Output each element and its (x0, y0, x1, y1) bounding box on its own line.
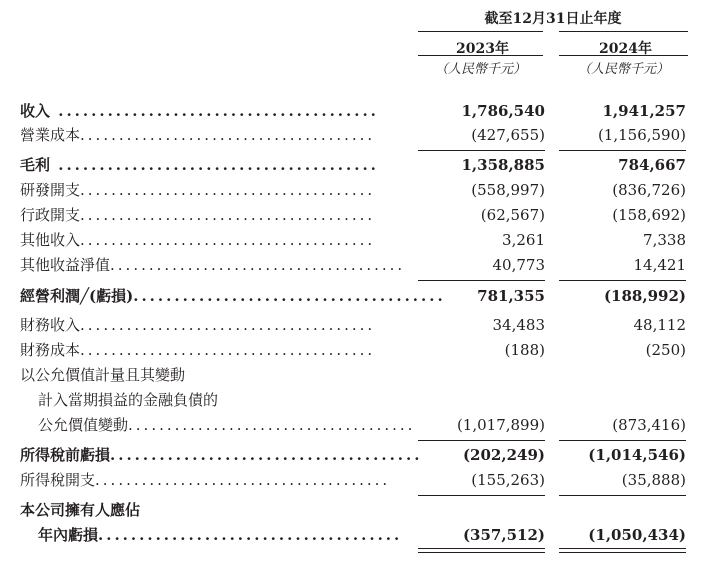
value-2024: 1,941,257 (602, 102, 686, 120)
row-label: 計入當期損益的金融負債的 (38, 391, 219, 409)
table-row (0, 498, 704, 522)
table-row (0, 203, 704, 227)
row-label: 經營利潤╱(虧損)...................................... (20, 287, 446, 305)
table-row (0, 468, 704, 492)
value-2024: 784,667 (618, 156, 686, 174)
subtotal-rule (559, 440, 686, 441)
row-label: 財務收入...................................... (20, 316, 376, 334)
year-header-2024: 2024年 (599, 41, 652, 57)
table-row (0, 338, 704, 362)
unit-2024: （人民幣千元） (577, 62, 669, 77)
row-label: 營業成本...................................... (20, 126, 376, 144)
table-row (0, 443, 704, 467)
value-2023: 1,786,540 (461, 102, 545, 120)
value-2023: (357,512) (462, 526, 545, 544)
value-2024: 7,338 (643, 231, 686, 249)
value-2023: 781,355 (477, 287, 545, 305)
row-label: 公允價值變動..................................... (38, 416, 416, 434)
value-2024: (836,726) (612, 181, 686, 199)
year-header-2023: 2023年 (456, 41, 509, 57)
subtotal-rule (559, 495, 686, 496)
row-label: 其他收入...................................... (20, 231, 376, 249)
period-header: 截至12月31日止年度 (484, 11, 622, 27)
row-label: 毛利 ....................................... (20, 156, 379, 174)
table-row (0, 284, 704, 308)
table-row (0, 153, 704, 177)
row-label: 財務成本...................................... (20, 341, 376, 359)
value-2024: (1,050,434) (588, 526, 686, 544)
value-2024: (1,014,546) (588, 446, 686, 464)
value-2023: (558,997) (471, 181, 545, 199)
row-label: 行政開支...................................... (20, 206, 376, 224)
total-double-rule (418, 548, 545, 553)
value-2023: (188) (504, 341, 545, 359)
header-rule-2023-b (418, 55, 543, 56)
row-label: 本公司擁有人應佔 (20, 501, 141, 519)
header-rule-2024-b (559, 55, 688, 56)
table-row (0, 313, 704, 337)
value-2023: 40,773 (492, 256, 545, 274)
value-2024: (873,416) (612, 416, 686, 434)
subtotal-rule (559, 150, 686, 151)
row-label: 其他收益淨值...................................... (20, 256, 406, 274)
table-row (0, 413, 704, 437)
subtotal-rule (418, 495, 545, 496)
subtotal-rule (559, 280, 686, 281)
table-row (0, 253, 704, 277)
subtotal-rule (418, 440, 545, 441)
value-2024: (158,692) (612, 206, 686, 224)
row-label: 收入 ....................................... (20, 102, 379, 120)
header-rule-2023 (418, 31, 543, 32)
value-2023: 3,261 (502, 231, 545, 249)
value-2024: (35,888) (621, 471, 686, 489)
table-row (0, 99, 704, 123)
table-row (0, 123, 704, 147)
value-2023: (202,249) (462, 446, 545, 464)
header-rule-2024 (559, 31, 688, 32)
subtotal-rule (418, 150, 545, 151)
unit-2023: （人民幣千元） (434, 62, 526, 77)
table-row (0, 228, 704, 252)
value-2023: (62,567) (480, 206, 545, 224)
value-2023: (1,017,899) (456, 416, 545, 434)
value-2023: 34,483 (492, 316, 545, 334)
table-row (0, 363, 704, 387)
row-label: 所得稅前虧損...................................... (20, 446, 423, 464)
value-2023: (427,655) (471, 126, 545, 144)
value-2024: (250) (645, 341, 686, 359)
value-2024: (1,156,590) (597, 126, 686, 144)
row-label: 以公允價值計量且其變動 (20, 366, 186, 384)
table-row (0, 178, 704, 202)
row-label: 研發開支...................................... (20, 181, 376, 199)
value-2024: 48,112 (633, 316, 686, 334)
row-label: 所得稅開支...................................... (20, 471, 391, 489)
value-2024: (188,992) (603, 287, 686, 305)
value-2023: 1,358,885 (461, 156, 545, 174)
value-2024: 14,421 (633, 256, 686, 274)
table-row (0, 388, 704, 412)
total-double-rule (559, 548, 686, 553)
table-row (0, 523, 704, 547)
subtotal-rule (418, 280, 545, 281)
row-label: 年內虧損..................................... (38, 526, 403, 544)
value-2023: (155,263) (471, 471, 545, 489)
